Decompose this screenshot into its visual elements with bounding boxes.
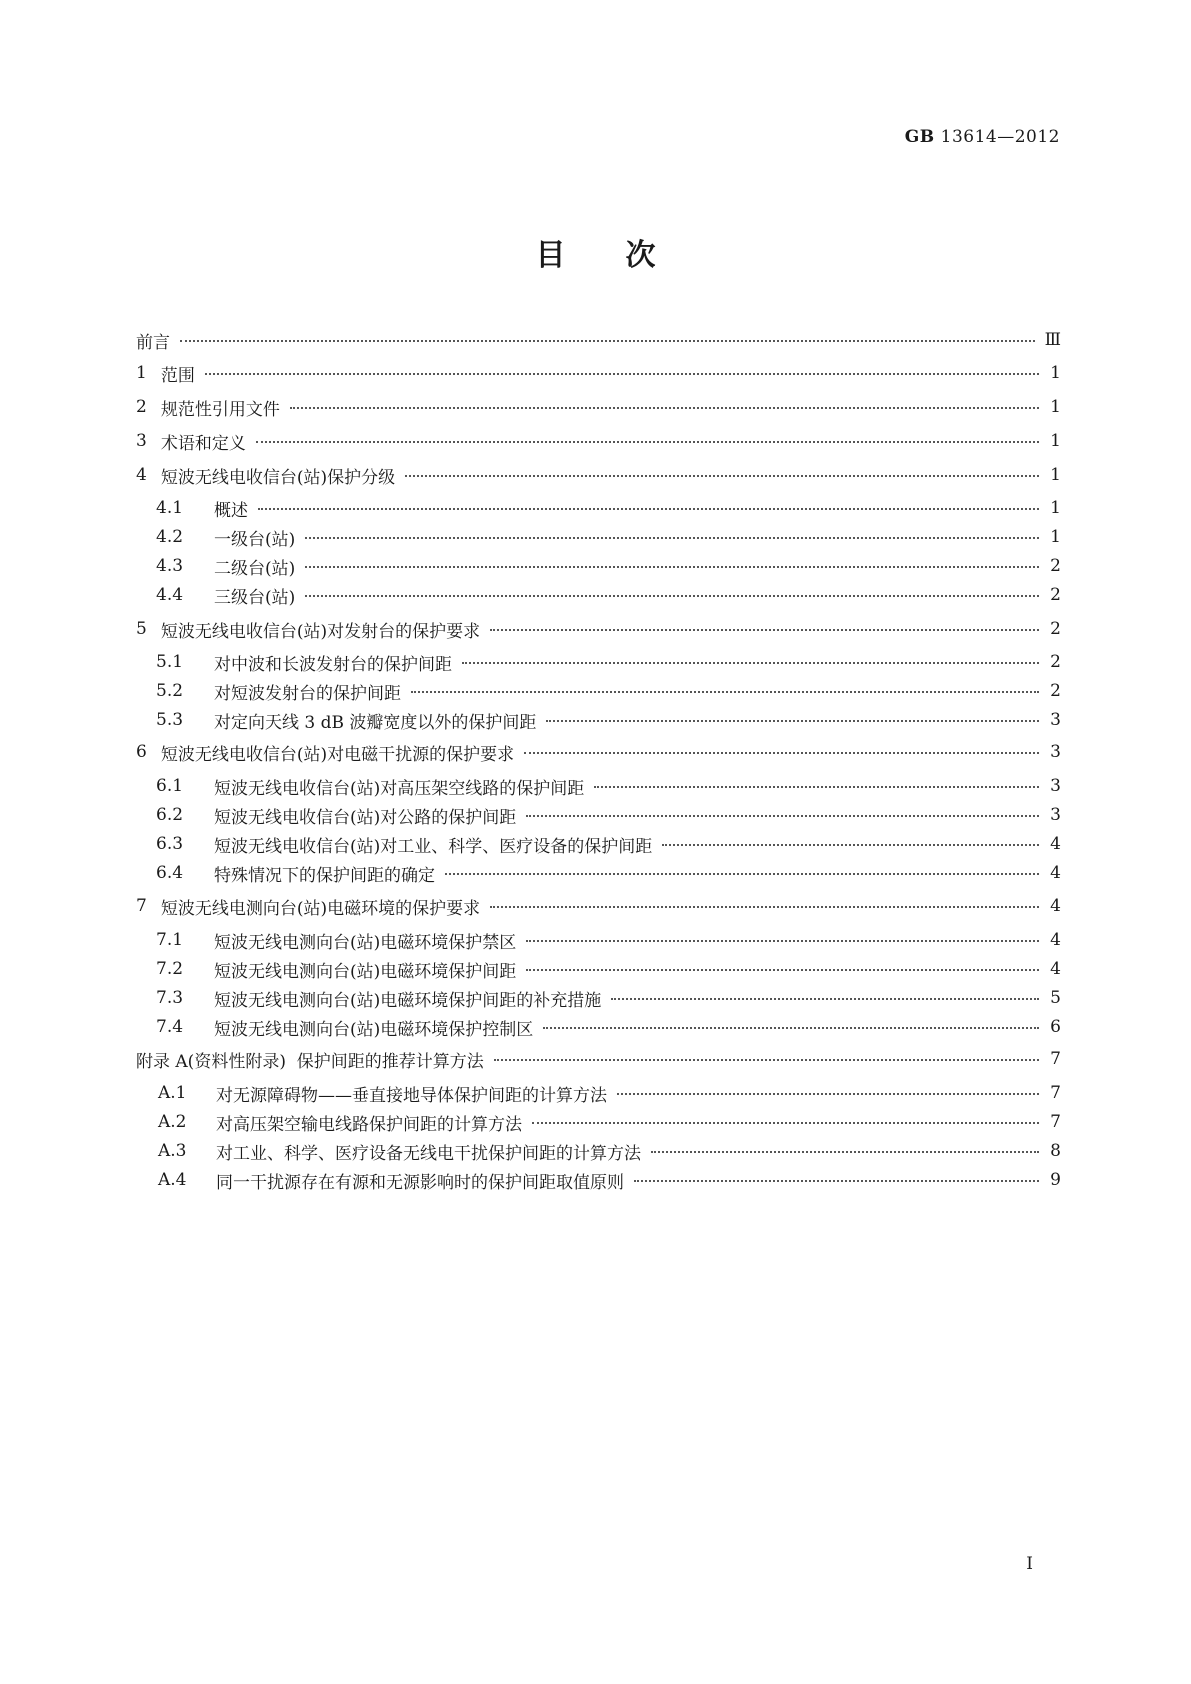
toc-entry-page: 7 — [1050, 1049, 1061, 1069]
leader-dots — [445, 873, 1039, 875]
leader-dots — [526, 940, 1039, 942]
toc-entry-number: 4.1 — [156, 498, 184, 518]
toc-entry-5[interactable] — [136, 616, 1061, 642]
toc-entry-7-1[interactable] — [156, 927, 1061, 953]
toc-entry-7-4[interactable] — [156, 1014, 1061, 1040]
toc-entry-page: 5 — [1050, 988, 1061, 1008]
toc-entry-page: 4 — [1050, 930, 1061, 950]
toc-entry-text: 规范性引用文件 — [160, 399, 280, 420]
toc-entry-number: 4.2 — [156, 527, 184, 547]
toc-entry-a-4[interactable] — [158, 1167, 1061, 1193]
toc-entry-page: 7 — [1050, 1083, 1061, 1103]
toc-entry-text: 对短波发射台的保护间距 — [214, 683, 401, 704]
leader-dots — [543, 1027, 1039, 1029]
leader-dots — [490, 629, 1039, 631]
toc-entry-page: 4 — [1050, 863, 1061, 883]
toc-entry-1[interactable] — [136, 360, 1061, 386]
leader-dots — [526, 815, 1039, 817]
toc-entry-2[interactable] — [136, 394, 1061, 420]
leader-dots — [180, 340, 1035, 342]
toc-entry-number: 5 — [136, 619, 147, 639]
toc-entry-6-3[interactable] — [156, 831, 1061, 857]
toc-entry-number: 7 — [136, 896, 147, 916]
toc-entry-text: 短波无线电测向台(站)电磁环境保护控制区 — [214, 1019, 534, 1040]
leader-dots — [594, 786, 1039, 788]
toc-entry-a-1[interactable] — [158, 1080, 1061, 1106]
toc-entry-number: 6.1 — [156, 776, 184, 796]
toc-entry-number: A.4 — [158, 1170, 187, 1190]
toc-entry-text: 短波无线电测向台(站)电磁环境的保护要求 — [160, 898, 481, 919]
toc-entry-number: 6 — [136, 742, 147, 762]
toc-entry-text: 特殊情况下的保护间距的确定 — [214, 865, 435, 886]
toc-entry-a-2[interactable] — [158, 1109, 1061, 1135]
leader-dots — [524, 752, 1039, 754]
toc-entry-number: A.3 — [158, 1141, 187, 1161]
toc-entry-text: 短波无线电测向台(站)电磁环境保护间距 — [214, 961, 517, 982]
toc-entry-number: 5.3 — [156, 710, 184, 730]
toc-entry-text: 附录 A(资料性附录) 保护间距的推荐计算方法 — [136, 1051, 484, 1072]
toc-entry-text: 对定向天线 3 dB 波瓣宽度以外的保护间距 — [214, 712, 537, 733]
toc-entry-number: 7.3 — [156, 988, 184, 1008]
toc-entry-page: 6 — [1050, 1017, 1061, 1037]
toc-entry-page: 8 — [1050, 1141, 1061, 1161]
page-title: 目次 — [535, 238, 716, 273]
toc-entry-text: 短波无线电收信台(站)对公路的保护间距 — [214, 807, 517, 828]
toc-entry-text: 术语和定义 — [160, 433, 246, 454]
toc-entry-number: 1 — [136, 363, 147, 383]
toc-entry-text: 同一干扰源存在有源和无源影响时的保护间距取值原则 — [216, 1172, 624, 1193]
toc-entry-page: 2 — [1050, 556, 1061, 576]
toc-entry-number: 5.1 — [156, 652, 184, 672]
toc-entry-7-2[interactable] — [156, 956, 1061, 982]
toc-entry-3[interactable] — [136, 428, 1061, 454]
leader-dots — [305, 537, 1039, 539]
toc-entry-number: 5.2 — [156, 681, 184, 701]
leader-dots — [256, 441, 1039, 443]
toc-entry-page: 1 — [1050, 431, 1061, 451]
toc-entry-text: 短波无线电测向台(站)电磁环境保护间距的补充措施 — [214, 990, 602, 1011]
toc-entry-number: 6.4 — [156, 863, 184, 883]
toc-entry-text: 短波无线电测向台(站)电磁环境保护禁区 — [214, 932, 517, 953]
toc-entry-page: 1 — [1050, 527, 1061, 547]
leader-dots — [205, 373, 1039, 375]
toc-entry-text: 一级台(站) — [214, 529, 296, 550]
toc-entry-text: 对无源障碍物——垂直接地导体保护间距的计算方法 — [216, 1085, 607, 1106]
toc-entry-7-3[interactable] — [156, 985, 1061, 1011]
leader-dots — [546, 720, 1039, 722]
toc-entry-page: 2 — [1050, 681, 1061, 701]
toc-entry-page: 1 — [1050, 363, 1061, 383]
toc-entry-a-3[interactable] — [158, 1138, 1061, 1164]
toc-entry-5-2[interactable] — [156, 678, 1061, 704]
toc-entry-text: 对高压架空输电线路保护间距的计算方法 — [216, 1114, 522, 1135]
toc-entry-4-1[interactable] — [156, 495, 1061, 521]
toc-entry-page: 1 — [1050, 465, 1061, 485]
standard-number: 13614—2012 — [940, 127, 1060, 147]
page-number: I — [1026, 1554, 1033, 1574]
toc-entry-text: 范围 — [160, 365, 195, 386]
toc-entry-number: 3 — [136, 431, 147, 451]
toc-entry-6-1[interactable] — [156, 773, 1061, 799]
toc-entry-page: 4 — [1050, 959, 1061, 979]
toc-entry-page: 2 — [1050, 652, 1061, 672]
toc-entry-text: 二级台(站) — [214, 558, 296, 579]
toc-entry-page: 9 — [1050, 1170, 1061, 1190]
toc-entry-number: 2 — [136, 397, 147, 417]
toc-entry-number: A.2 — [158, 1112, 187, 1132]
toc-entry-text: 对工业、科学、医疗设备无线电干扰保护间距的计算方法 — [216, 1143, 641, 1164]
toc-entry-text: 对中波和长波发射台的保护间距 — [214, 654, 452, 675]
leader-dots — [411, 691, 1039, 693]
toc-entry-page: 1 — [1050, 498, 1061, 518]
toc-entry-page: 7 — [1050, 1112, 1061, 1132]
toc-entry-text: 前言 — [136, 332, 170, 353]
toc-entry-page: 4 — [1050, 834, 1061, 854]
toc-entry-number: 7.4 — [156, 1017, 184, 1037]
toc-entry-6-4[interactable] — [156, 860, 1061, 886]
leader-dots — [290, 407, 1039, 409]
toc-entry-appendix-a[interactable] — [136, 1046, 1061, 1072]
toc-entry-page: 1 — [1050, 397, 1061, 417]
leader-dots — [634, 1180, 1039, 1182]
leader-dots — [462, 662, 1039, 664]
toc-entry-page: 3 — [1050, 710, 1061, 730]
toc-entry-number: 4.3 — [156, 556, 184, 576]
leader-dots — [526, 969, 1039, 971]
leader-dots — [490, 906, 1039, 908]
toc-entry-page: 4 — [1050, 896, 1061, 916]
leader-dots — [617, 1093, 1039, 1095]
leader-dots — [305, 566, 1039, 568]
toc-entry-5-3[interactable] — [156, 707, 1061, 733]
toc-entry-preface[interactable] — [136, 327, 1061, 353]
leader-dots — [662, 844, 1039, 846]
standard-prefix: GB — [904, 127, 935, 147]
leader-dots — [611, 998, 1039, 1000]
toc-entry-number: 4.4 — [156, 585, 184, 605]
toc-entry-text: 短波无线电收信台(站)对电磁干扰源的保护要求 — [160, 744, 515, 765]
leader-dots — [494, 1059, 1039, 1061]
toc-entry-page: 3 — [1050, 805, 1061, 825]
toc-entry-page: 2 — [1050, 585, 1061, 605]
standard-code — [905, 127, 1060, 147]
toc-entry-4-4[interactable] — [156, 582, 1061, 608]
toc-entry-6[interactable] — [136, 739, 1061, 765]
toc-entry-page: 3 — [1050, 742, 1061, 762]
toc-entry-5-1[interactable] — [156, 649, 1061, 675]
toc-entry-number: 7.1 — [156, 930, 184, 950]
toc-entry-4[interactable] — [136, 462, 1061, 488]
toc-entry-number: 7.2 — [156, 959, 184, 979]
toc-entry-page: Ⅲ — [1044, 330, 1061, 350]
leader-dots — [258, 508, 1039, 510]
toc-entry-text: 短波无线电收信台(站)对发射台的保护要求 — [160, 621, 481, 642]
leader-dots — [651, 1151, 1039, 1153]
toc-entry-text: 概述 — [214, 500, 248, 521]
leader-dots — [405, 475, 1039, 477]
toc-entry-6-2[interactable] — [156, 802, 1061, 828]
leader-dots — [532, 1122, 1039, 1124]
toc-entry-text: 短波无线电收信台(站)对高压架空线路的保护间距 — [214, 778, 585, 799]
toc-entry-page: 2 — [1050, 619, 1061, 639]
toc-entry-number: 6.3 — [156, 834, 184, 854]
toc-entry-number: A.1 — [158, 1083, 187, 1103]
toc-entry-7[interactable] — [136, 893, 1061, 919]
toc-entry-text: 短波无线电收信台(站)保护分级 — [160, 467, 396, 488]
toc-entry-page: 3 — [1050, 776, 1061, 796]
toc-entry-number: 6.2 — [156, 805, 184, 825]
leader-dots — [305, 595, 1039, 597]
toc-entry-text: 三级台(站) — [214, 587, 296, 608]
toc-entry-number: 4 — [136, 465, 147, 485]
toc-entry-4-2[interactable] — [156, 524, 1061, 550]
toc-entry-4-3[interactable] — [156, 553, 1061, 579]
toc-entry-text: 短波无线电收信台(站)对工业、科学、医疗设备的保护间距 — [214, 836, 653, 857]
